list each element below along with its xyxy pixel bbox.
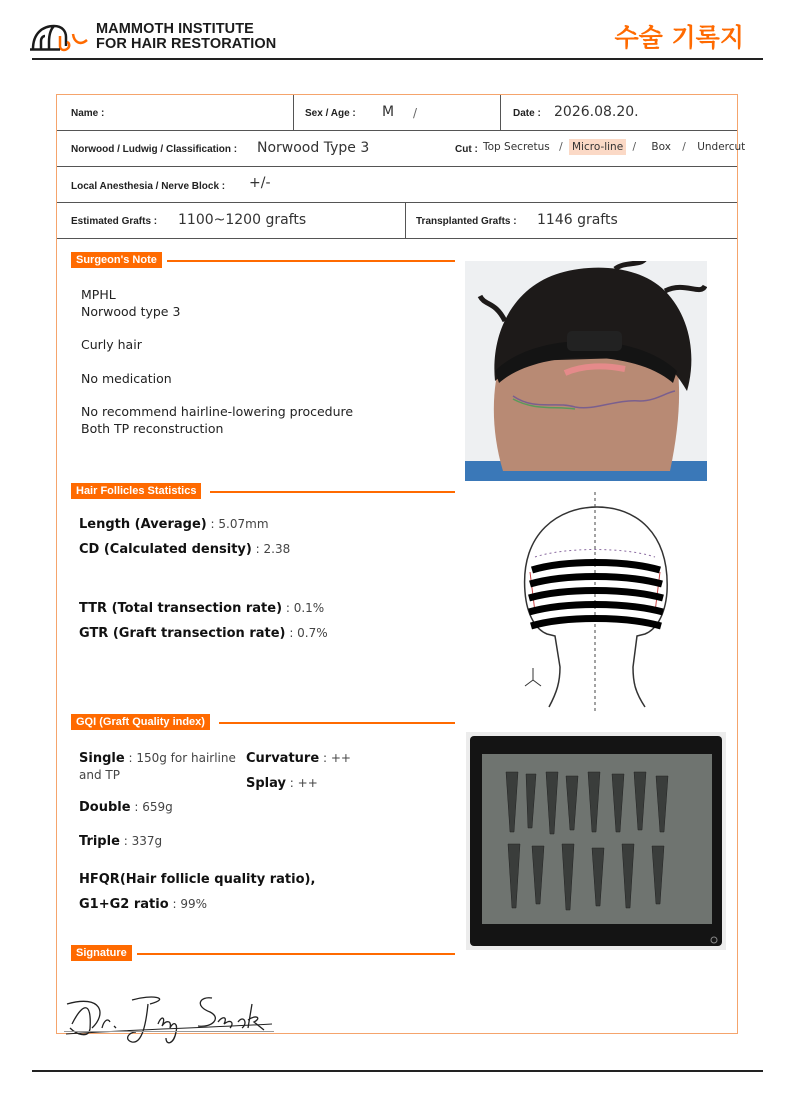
mammoth-logo-icon bbox=[30, 22, 92, 52]
splay-stat bbox=[246, 776, 318, 791]
info-row-grafts bbox=[57, 203, 737, 239]
gqi-tag: GQI (Graft Quality index) bbox=[71, 714, 210, 730]
g1g2-value: : 99% bbox=[168, 897, 207, 911]
single-stat-continued: and TP bbox=[79, 768, 120, 782]
note-line: MPHL bbox=[81, 287, 116, 302]
info-row-identity bbox=[57, 95, 737, 131]
length-value: : 5.07mm bbox=[206, 517, 269, 531]
cd-label: CD (Calculated density) bbox=[79, 542, 252, 557]
name-label: Name : bbox=[71, 108, 105, 119]
info-row-anesthesia bbox=[57, 167, 737, 203]
section-rule bbox=[137, 953, 455, 955]
gtr-label: GTR (Graft transection rate) bbox=[79, 626, 286, 641]
cut-option-top-secretus[interactable]: Top Secretus bbox=[483, 141, 550, 153]
logo-line-2: FOR HAIR RESTORATION bbox=[96, 36, 277, 52]
donor-area-diagram bbox=[505, 492, 685, 712]
patient-head-illustration bbox=[465, 261, 707, 481]
curvature-stat bbox=[246, 751, 351, 766]
ttr-label: TTR (Total transection rate) bbox=[79, 601, 283, 616]
section-rule bbox=[219, 722, 455, 724]
classification-value[interactable]: Norwood Type 3 bbox=[257, 140, 370, 156]
date-label: Date : bbox=[513, 108, 541, 119]
section-rule bbox=[167, 260, 455, 262]
cell-divider bbox=[405, 203, 406, 238]
single-value: : 150g for hairline bbox=[124, 751, 236, 765]
curvature-label: Curvature bbox=[246, 751, 320, 766]
length-stat bbox=[79, 517, 269, 532]
gtr-value: : 0.7% bbox=[285, 626, 328, 640]
cut-option-undercut[interactable]: Undercut bbox=[697, 141, 746, 153]
cut-label: Cut : bbox=[455, 144, 478, 155]
signature-drawing bbox=[62, 984, 276, 1050]
estimated-grafts-value[interactable]: 1100~1200 grafts bbox=[178, 212, 307, 228]
surgeon-note-heading bbox=[71, 252, 455, 268]
institute-logo bbox=[30, 20, 290, 56]
cut-options: Top Secretus / Micro-line / Box / Undercut bbox=[480, 141, 748, 153]
double-label: Double bbox=[79, 800, 131, 815]
sex-age-label: Sex / Age : bbox=[305, 108, 356, 119]
sex-age-separator: / bbox=[413, 106, 418, 120]
hfqr-stat bbox=[79, 872, 315, 887]
splay-label: Splay bbox=[246, 776, 286, 791]
cut-option-micro-line[interactable]: Micro-line bbox=[569, 139, 626, 155]
note-line: Curly hair bbox=[81, 337, 142, 352]
gqi-heading bbox=[71, 714, 455, 730]
curvature-value: : ++ bbox=[319, 751, 351, 765]
footer-divider bbox=[32, 1070, 763, 1072]
g1g2-stat bbox=[79, 897, 207, 912]
cd-stat bbox=[79, 542, 290, 557]
splay-value: : ++ bbox=[285, 776, 318, 790]
double-stat bbox=[79, 800, 173, 815]
estimated-grafts-label: Estimated Grafts : bbox=[71, 216, 158, 227]
triple-label: Triple bbox=[79, 834, 120, 849]
triple-stat bbox=[79, 834, 162, 849]
section-rule bbox=[210, 491, 455, 493]
cut-option-box[interactable]: Box bbox=[651, 141, 671, 153]
hair-stats-heading bbox=[71, 483, 455, 499]
document-title: 수술 기록지 bbox=[614, 23, 744, 52]
triple-value: : 337g bbox=[119, 834, 163, 848]
cell-divider bbox=[293, 95, 294, 130]
transplanted-grafts-label: Transplanted Grafts : bbox=[416, 216, 517, 227]
graft-microscope-photo bbox=[466, 732, 726, 950]
anesthesia-value[interactable]: +/- bbox=[249, 175, 271, 191]
surgeon-note-tag: Surgeon's Note bbox=[71, 252, 162, 268]
gtr-stat bbox=[79, 626, 328, 641]
double-value: : 659g bbox=[130, 800, 173, 814]
patient-head-photo bbox=[465, 261, 707, 481]
note-line: No recommend hairline-lowering procedure bbox=[81, 404, 354, 419]
logo-line-1: MAMMOTH INSTITUTE bbox=[96, 21, 254, 37]
signature-tag: Signature bbox=[71, 945, 132, 961]
classification-label: Norwood / Ludwig / Classification : bbox=[71, 144, 238, 155]
note-line: No medication bbox=[81, 371, 172, 386]
ttr-value: : 0.1% bbox=[282, 601, 325, 615]
cd-value: : 2.38 bbox=[251, 542, 291, 556]
anesthesia-label: Local Anesthesia / Nerve Block : bbox=[71, 181, 226, 192]
cell-divider bbox=[500, 95, 501, 130]
g1g2-label: G1+G2 ratio bbox=[79, 897, 169, 912]
head-back-diagram-icon bbox=[505, 492, 685, 712]
single-label: Single bbox=[79, 751, 125, 766]
signature-rule bbox=[64, 1031, 274, 1032]
note-line: Both TP reconstruction bbox=[81, 421, 224, 436]
signature-heading bbox=[71, 945, 455, 961]
hfqr-label: HFQR(Hair follicle quality ratio), bbox=[79, 872, 316, 887]
handwritten-signature bbox=[62, 984, 276, 1050]
ttr-stat bbox=[79, 601, 324, 616]
hair-stats-tag: Hair Follicles Statistics bbox=[71, 483, 201, 499]
header-divider bbox=[32, 58, 763, 60]
info-row-classification bbox=[57, 131, 746, 167]
date-value[interactable]: 2026.08.20. bbox=[554, 104, 639, 120]
note-line: Norwood type 3 bbox=[81, 304, 181, 319]
graft-monitor-illustration bbox=[466, 732, 726, 950]
length-label: Length (Average) bbox=[79, 517, 207, 532]
transplanted-grafts-value[interactable]: 1146 grafts bbox=[537, 212, 618, 228]
sex-value[interactable]: M bbox=[382, 104, 395, 120]
single-stat bbox=[79, 751, 236, 766]
